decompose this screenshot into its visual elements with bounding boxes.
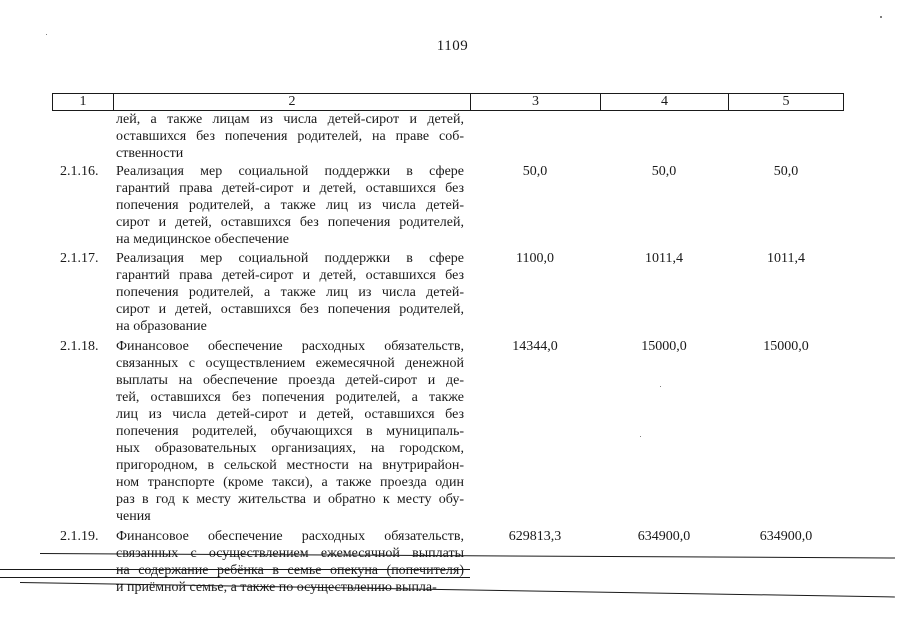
value-col-5: 50,0 [773, 164, 799, 179]
row-description [116, 250, 464, 335]
header-cell-col-3: 3 [471, 94, 601, 110]
desc-line: ственности [116, 146, 184, 161]
strike-line [0, 577, 470, 578]
scan-speck [46, 34, 47, 35]
desc-line: Финансовое обеспечение расходных обязательств, [116, 529, 464, 544]
value-col-5: 15000,0 [763, 339, 809, 354]
value-col-3: 50,0 [522, 164, 548, 179]
desc-line: Реализация мер социальной поддержки в сфере [116, 164, 464, 179]
desc-line: сирот и детей, оставшихся без попечения родителей, [116, 302, 464, 317]
desc-line: и приёмной семье, а также по осуществлению выпла- [116, 580, 437, 595]
desc-line: лей, а также лицам из числа детей-сирот и детей, [116, 112, 464, 127]
desc-line: на образование [116, 319, 207, 334]
row-description [116, 338, 464, 525]
row-number: 2.1.17. [60, 251, 99, 266]
table-header-row [52, 93, 844, 111]
desc-line: выплаты на обеспечение проезда детей-сирот и де- [116, 373, 464, 388]
desc-line: чения [116, 509, 151, 524]
header-cell-col-1: 1 [53, 94, 114, 110]
desc-line: попечения родителей, обучающихся в муниципаль- [116, 424, 464, 439]
desc-line: сирот и детей, оставшихся без попечения родителей, [116, 215, 464, 230]
strike-line [0, 569, 470, 570]
value-col-4: 15000,0 [641, 339, 687, 354]
continuation-text [116, 111, 464, 162]
page-number: 1109 [436, 38, 469, 54]
scan-speck [640, 436, 641, 437]
desc-line: гарантий права детей-сирот и детей, оставшихся без [116, 181, 464, 196]
desc-line: раз в год к месту жительства и обратно к месту обу- [116, 492, 464, 507]
value-col-4: 50,0 [651, 164, 677, 179]
scan-speck [660, 386, 661, 387]
row-description [116, 163, 464, 248]
desc-line: пригородном, в сельской местности на внутрирайон- [116, 458, 464, 473]
desc-line: ном транспорте (кроме такси), а также проезда один [116, 475, 464, 490]
header-cell-col-2: 2 [114, 94, 471, 110]
desc-line: связанных с осуществлением ежемесячной денежной [116, 356, 464, 371]
value-col-5: 634900,0 [759, 529, 813, 544]
scan-speck [880, 16, 882, 18]
row-number: 2.1.18. [60, 339, 99, 354]
desc-line: на медицинское обеспечение [116, 232, 289, 247]
value-col-4: 634900,0 [637, 529, 691, 544]
row-number: 2.1.19. [60, 529, 99, 544]
desc-line: тей, оставшихся без попечения родителей, а также [116, 390, 464, 405]
desc-line: ных образовательных организациях, на городском, [116, 441, 464, 456]
desc-line: попечения родителей, а также лиц из числа детей- [116, 285, 464, 300]
value-col-4: 1011,4 [645, 251, 683, 266]
desc-line: связанных с осуществлением ежемесячной выплаты [116, 546, 464, 561]
value-col-3: 629813,3 [508, 529, 562, 544]
desc-line: Реализация мер социальной поддержки в сфере [116, 251, 464, 266]
desc-line: оставшихся без попечения родителей, на праве соб- [116, 129, 464, 144]
header-cell-col-5: 5 [782, 94, 790, 109]
desc-line: Финансовое обеспечение расходных обязательств, [116, 339, 464, 354]
value-col-3: 1100,0 [516, 251, 554, 266]
desc-line: попечения родителей, а также лиц из числа детей- [116, 198, 464, 213]
desc-line: лиц из числа детей-сирот и детей, оставшихся без [116, 407, 464, 422]
header-cell-col-4: 4 [601, 94, 729, 110]
value-col-5: 1011,4 [767, 251, 805, 266]
desc-line: гарантий права детей-сирот и детей, оставшихся без [116, 268, 464, 283]
desc-line: на содержание ребёнка в семье опекуна (попечителя) [116, 563, 464, 578]
value-col-3: 14344,0 [512, 339, 558, 354]
row-number: 2.1.16. [60, 164, 99, 179]
